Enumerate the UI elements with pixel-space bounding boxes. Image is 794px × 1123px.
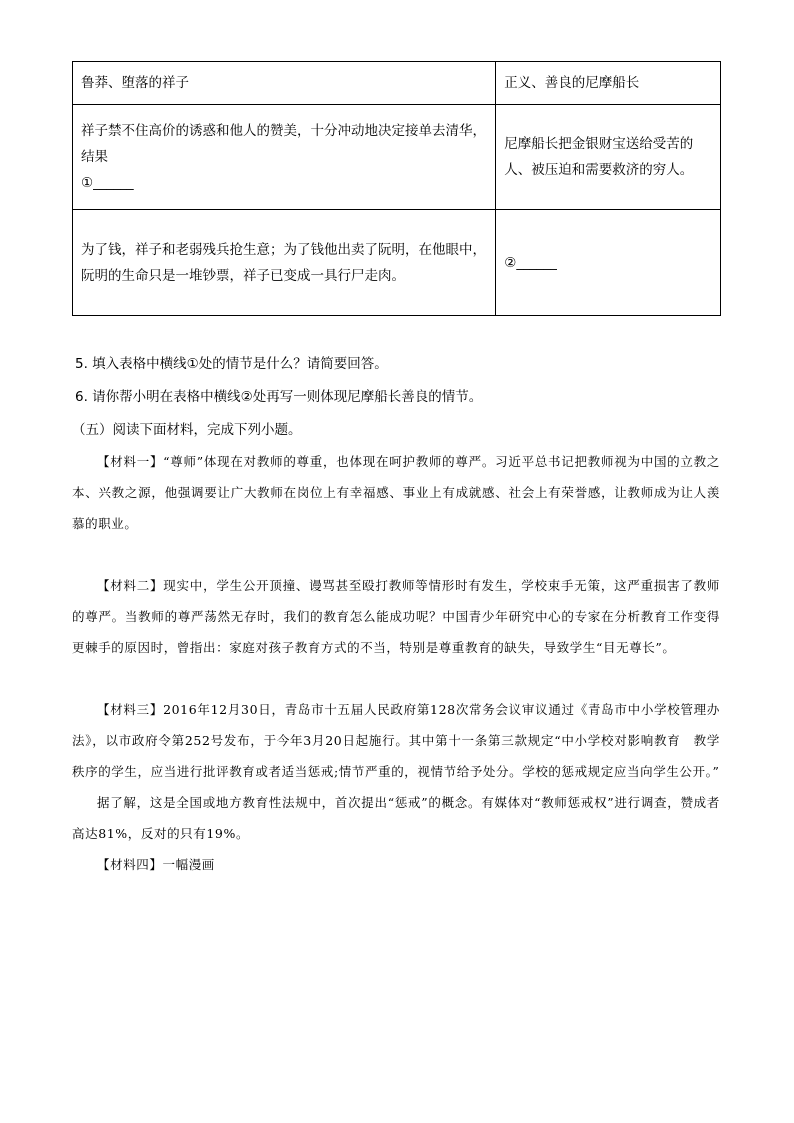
material-3-followup: 据了解，这是全国或地方教育性法规中，首次提出“惩戒”的概念。有媒体对“教师惩戒权”进行调查，赞成者高达81%，反对的只有19%。 (72, 795, 720, 841)
row1-left-text: 祥子禁不住高价的诱惑和他人的赞美，十分冲动地决定接单去清华，结果 (81, 123, 486, 165)
table-row (73, 210, 721, 316)
row2-left-cell: 为了钱，祥子和老弱残兵抢生意；为了钱他出卖了阮明，在他眼中，阮明的生命只是一堆钞票，祥子已变成一具行尸走肉。 (73, 210, 496, 316)
header-cell-xiangzi: 鲁莽、堕落的祥子 (73, 62, 496, 105)
comparison-table (72, 61, 721, 316)
question-5: 5. 填入表格中横线①处的情节是什么？请简要回答。 (75, 356, 388, 372)
material-1: 【材料一】“尊师”体现在对教师的尊重，也体现在呵护教师的尊严。习近平总书记把教师视为中国的立教之本、兴教之源，他强调要让广大教师在岗位上有幸福感、事业上有成就感、社会上有荣誉感，让教师成为让人羡慕的职业。 (72, 454, 720, 531)
material-3: 【材料三】2016年12月30日，青岛市十五届人民政府第128次常务会议审议通过《青岛市中小学校管理办法》，以市政府令第252号发布，于今年3月20日起施行。其中第十一条第三款规定“中小学校对影响教育 教学秩序的学生，应当进行批评教育或者适当惩戒;情节严重的，视情节给予处分。学校的惩戒规定应当向学生公开。” (72, 702, 720, 779)
material-2: 【材料二】现实中，学生公开顶撞、谩骂甚至殴打教师等情形时有发生，学校束手无策，这严重损害了教师的尊严。当教师的尊严荡然无存时，我们的教育怎么能成功呢？中国青少年研究中心的专家在分析教育工作变得更棘手的原因时，曾指出：家庭对孩子教育方式的不当，特别是尊重教育的缺失，导致学生“目无尊长”。 (72, 578, 720, 655)
row1-left-cell (73, 105, 496, 210)
blank-1[interactable]: ①______ (81, 175, 134, 191)
row1-right-cell: 尼摩船长把金银财宝送给受苦的人、被压迫和需要救济的穷人。 (496, 105, 721, 210)
table-header-row (73, 62, 721, 105)
material-4: 【材料四】一幅漫画 (97, 857, 215, 872)
blank-2[interactable]: ②______ (504, 254, 557, 271)
section-5-heading: （五）阅读下面材料，完成下列小题。 (72, 422, 302, 438)
question-6: 6. 请你帮小明在表格中横线②处再写一则体现尼摩船长善良的情节。 (75, 389, 483, 405)
row2-right-cell (496, 210, 721, 316)
table-row (73, 105, 721, 210)
header-cell-nemo: 正义、善良的尼摩船长 (496, 62, 721, 105)
